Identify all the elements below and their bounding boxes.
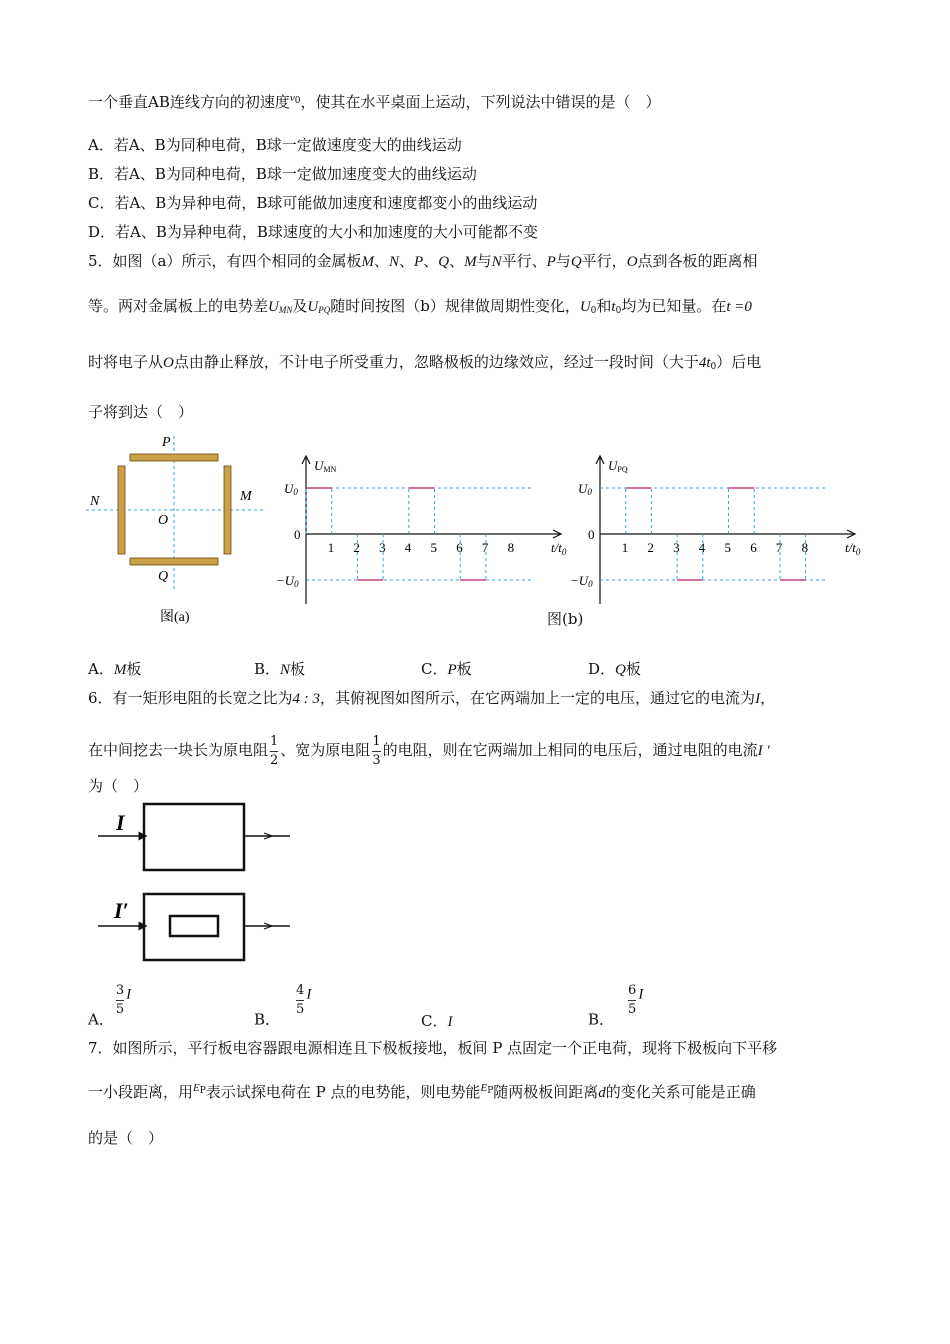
q6-stem-line3: 为（ ） [88,777,149,795]
q5-stem-line4: 子将到达（ ） [88,403,194,421]
q6-option-c[interactable]: C．I [421,1012,453,1030]
q5-figure-b [278,448,878,633]
umn-graph-tick-2: 2 [353,540,360,555]
q4-option-c[interactable]: C．若A、B为异种电荷，B球可能做加速度和速度都变小的曲线运动 [88,194,538,212]
upq-graph-tick-2: 2 [647,540,654,555]
upq-graph-origin-label: 0 [588,527,595,542]
umn-graph-y-label: UMN [314,458,337,474]
umn-graph-tick-7: 7 [481,540,489,555]
q4-option-b[interactable]: B．若A、B为同种电荷，B球一定做加速度变大的曲线运动 [88,165,477,183]
label-i-prime: I′ [114,898,129,923]
upq-graph-tick-5: 5 [724,540,731,555]
q6-option-d[interactable]: B．$\frac{6}{5}$ I [588,983,644,1029]
umn-graph-tick-3: 3 [379,540,386,555]
upq-graph-tick-7: 7 [775,540,783,555]
q5-stem-line3: 时将电子从O点由静止释放，不计电子所受重力，忽略极板的边缘效应，经过一段时间（大于$4t_0$）后电 [88,353,762,372]
umn-graph-origin-label: 0 [294,527,301,542]
q5-stem-line2: 等。两对金属板上的电势差$U_{MN}$及$U_{PQ}$随时间按图（b）规律做周期性变化，$U_0$和$t_0$均为已知量。在t =0 [88,297,752,316]
fig-b-caption: 图(b) [547,610,584,628]
q5-option-b[interactable]: B．N板 [254,660,306,678]
q4-option-d[interactable]: D．若A、B为异种电荷，B球速度的大小和加速度的大小可能都不变 [88,223,538,241]
q5-figure-a [84,428,270,628]
upq-graph-tick-1: 1 [621,540,629,555]
q6-option-b[interactable]: B．$\frac{4}{5}$ I [254,983,312,1029]
umn-graph-tick-5: 5 [430,540,437,555]
fraction-half: $\frac{1}{2}$ [270,733,279,768]
q6-figure [94,798,294,963]
upq-graph-tick-8: 8 [801,540,809,555]
upq-graph-neg-u0-label: −U0 [570,573,593,589]
umn-graph-tick-4: 4 [404,540,412,555]
plate-p [130,454,218,461]
q5-stem-line1: 5．如图（a）所示，有四个相同的金属板M、N、P、Q、M与N平行、P与Q平行，O点到各板的距离相 [88,252,758,270]
umn-graph-u0-label: U0 [284,481,298,497]
q5-option-c[interactable]: C．P板 [421,660,472,678]
upq-graph-tick-3: 3 [673,540,680,555]
umn-graph-tick-1: 1 [327,540,335,555]
umn-graph-x-label: $t/t_0$ [551,540,567,557]
q7-stem-line1: 7．如图所示，平行板电容器跟电源相连且下极板接地，板间 P 点固定一个正电荷，现将下极板向下平移 [88,1039,778,1057]
label-i: I [116,810,125,835]
label-n: N [90,494,100,509]
q4-option-a[interactable]: A．若A、B为同种电荷，B球一定做速度变大的曲线运动 [88,136,462,154]
label-q: Q [158,569,169,584]
cut-out-hole [170,916,218,936]
label-o: O [158,513,169,528]
upq-graph-y-label: UPQ [608,458,628,474]
q7-stem-line3: 的是（ ） [88,1129,164,1147]
q5-option-a[interactable]: A．M板 [88,660,142,678]
q5-option-d[interactable]: D．Q板 [588,660,641,678]
q4-stem: 一个垂直AB连线方向的初速度$^{v0}$，使其在水平桌面上运动，下列说法中错误的是（ ） [88,92,661,111]
upq-graph-tick-4: 4 [698,540,706,555]
label-p: P [162,435,171,450]
upq-graph-u0-label: U0 [578,481,592,497]
resistor-hollow [144,894,244,960]
fraction-third: $\frac{1}{3}$ [372,733,381,768]
plate-n [118,466,125,554]
umn-graph-tick-6: 6 [456,540,463,555]
upq-graph-x-label: $t/t_0$ [845,540,861,557]
plate-q [130,558,218,565]
fig-a-caption: 图(a) [160,610,190,625]
upq-graph-tick-6: 6 [750,540,757,555]
q7-stem-line2: 一小段距离，用$^{EP}$表示试探电荷在 P 点的电势能，则电势能$^{EP}$随两极板间距离d的变化关系可能是正确 [88,1082,756,1101]
umn-graph-tick-8: 8 [507,540,515,555]
plate-m [224,466,231,554]
q6-option-a[interactable]: A．$\frac{3}{5}$ I [88,983,132,1029]
umn-graph-neg-u0-label: −U0 [276,573,299,589]
label-m: M [240,489,252,504]
q6-stem-line1: 6．有一矩形电阻的长宽之比为4 : 3，其俯视图如图所示，在它两端加上一定的电压，通过它的电流为I， [88,689,776,707]
resistor-full [144,804,244,870]
q6-stem-line2: 在中间挖去一块长为原电阻 $\frac{1}{2}$ 、宽为原电阻 $\frac{1}{3}$ 的电阻，则在它两端加上相同的电压后，通过电阻的电流I ′ [88,733,770,768]
